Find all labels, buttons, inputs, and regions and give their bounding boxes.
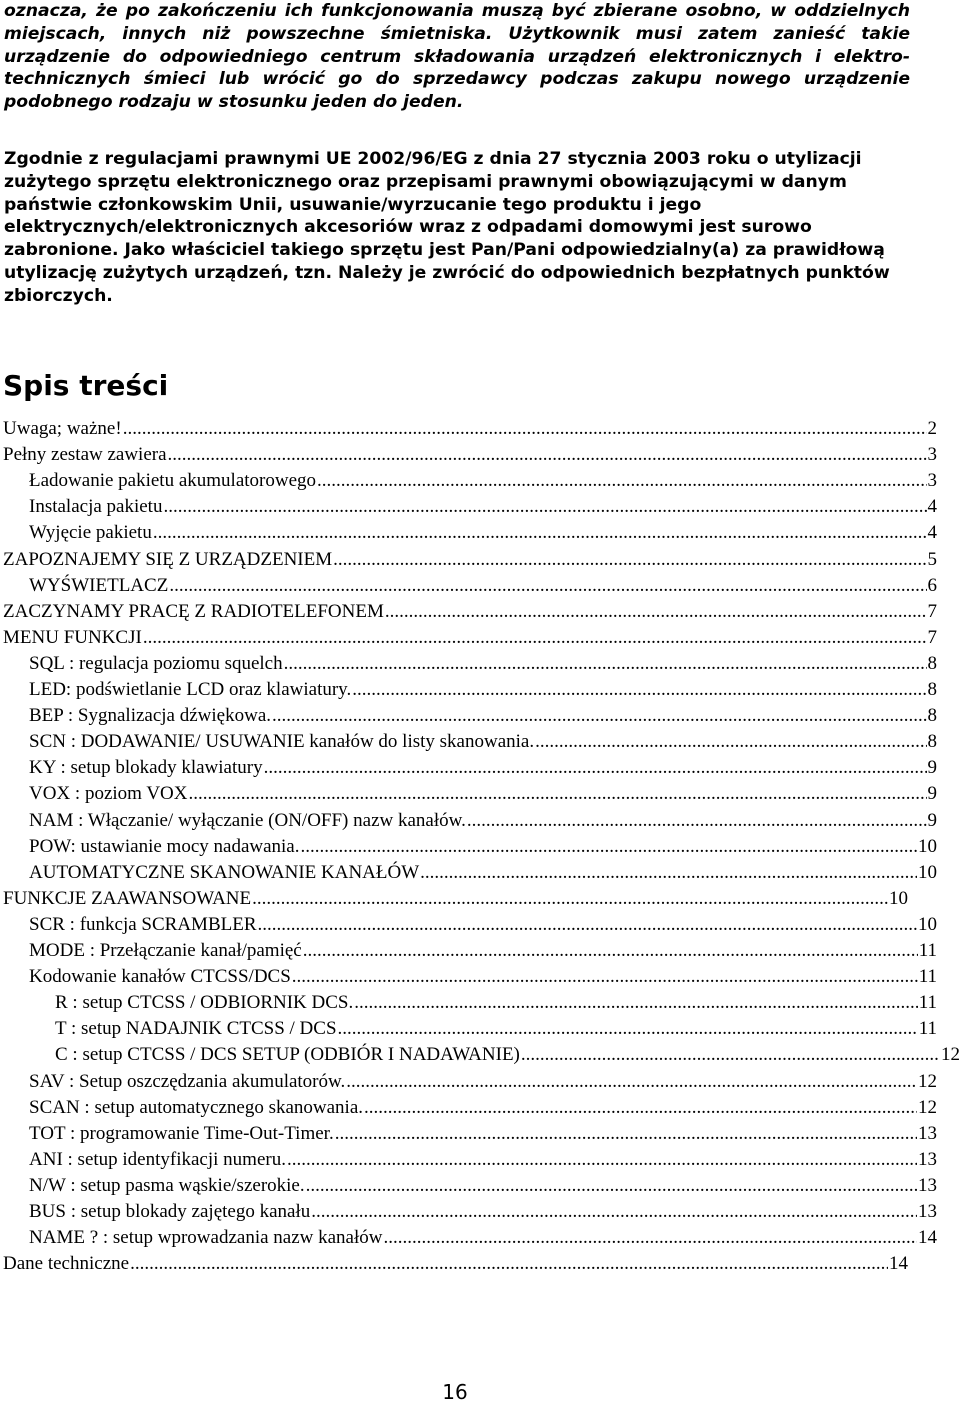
toc-entry-title: BUS : setup blokady zajętego kanału — [29, 1201, 311, 1222]
toc-entry[interactable] — [29, 1147, 937, 1173]
toc-entry-page: 3 — [927, 470, 937, 492]
toc-entry-page: 2 — [927, 418, 937, 439]
toc-leader-dots — [130, 1251, 888, 1277]
toc-entry-page: 8 — [927, 705, 937, 727]
toc-entry-page: 10 — [889, 887, 908, 909]
toc-leader-dots — [364, 1095, 917, 1121]
toc-entry-title: MENU FUNKCJI — [3, 626, 142, 648]
toc-entry-title: SAV : Setup oszczędzania akumulatorów. — [29, 1070, 346, 1092]
toc-leader-dots — [420, 860, 917, 886]
toc-leader-dots — [303, 938, 918, 964]
toc-leader-dots — [385, 599, 927, 625]
toc-entry-title: FUNKCJE ZAAWANSOWANE — [3, 887, 252, 909]
toc-leader-dots — [333, 547, 926, 573]
toc-entry-title: VOX : poziom VOX — [29, 783, 188, 805]
toc-entry-title: TOT : programowanie Time-Out-Timer. — [29, 1122, 334, 1144]
toc-entry[interactable] — [29, 729, 937, 755]
disposal-paragraph: oznacza, że po zakończeniu ich funkcjonowania muszą być zbierane osobno, w oddzielnych miejscach, innych niż powszechne śmietniska. Użytkownik musi zatem zanieść takie urządzenie do odpowiedniego centrum składowania urządzeń elektronicznych i elektro-technicznych śmieci lub wrócić go do sprzedawcy podczas zakupu nowego urządzenie podobnego rodzaju w stosunku jeden do jeden. — [4, 1, 910, 113]
toc-entry-page: 12 — [918, 1096, 937, 1118]
toc-entry-title: WYŚWIETLACZ — [29, 574, 169, 596]
toc-entry-title: Dane techniczne — [3, 1253, 130, 1275]
toc-leader-dots — [169, 573, 926, 599]
toc-leader-dots — [163, 494, 926, 520]
toc-entry[interactable] — [29, 808, 937, 834]
toc-leader-dots — [189, 781, 927, 807]
toc-entry-page: 11 — [918, 992, 937, 1014]
toc-entry-page: 11 — [918, 1018, 937, 1040]
toc-entry[interactable] — [29, 520, 937, 546]
toc-entry[interactable] — [3, 1251, 908, 1277]
toc-entry-title: ANI : setup identyfikacji numeru. — [29, 1148, 286, 1170]
toc-entry[interactable] — [29, 860, 937, 886]
toc-entry-page: 10 — [918, 861, 937, 883]
toc-leader-dots — [264, 755, 927, 781]
eu-regulation-paragraph: Zgodnie z regulacjami prawnymi UE 2002/96/EG z dnia 27 stycznia 2003 roku o utylizacji zużytego sprzętu elektronicznego oraz przepisami prawnymi obowiązującymi w danym państwie członkowskim Unii, usuwanie/wyrzucanie tego produktu i jego elektrycznych/elektronicznych akcesoriów wraz z odpadami domowymi jest surowo zabronione. Jako właściciel takiego sprzętu jest Pan/Pani odpowiedzialny(a) za prawidłową utylizację zużytych urządzeń, tzn. Należy je zwrócić do odpowiednich bezpłatnych punktów zbiorczych. — [4, 149, 890, 306]
toc-entry[interactable] — [29, 468, 937, 494]
toc-entry[interactable] — [29, 781, 937, 807]
toc-entry-title: LED: podświetlanie LCD oraz klawiatury. — [29, 679, 352, 700]
toc-entry-page: 8 — [927, 652, 937, 674]
toc-entry-page: 13 — [918, 1122, 937, 1144]
toc-entry[interactable] — [29, 1121, 937, 1147]
toc-entry-title: Pełny zestaw zawiera — [3, 444, 167, 466]
page-number: 16 — [442, 1380, 468, 1404]
toc-entry[interactable] — [29, 651, 937, 677]
toc-entry-page: 13 — [918, 1148, 937, 1170]
toc-entry[interactable] — [29, 1199, 937, 1225]
toc-entry-page: 4 — [927, 522, 937, 544]
toc-leader-dots — [521, 1042, 940, 1068]
toc-entry-title: Ładowanie pakietu akumulatorowego — [29, 470, 317, 492]
toc-entry[interactable] — [3, 416, 937, 442]
toc-entry-title: Instalacja pakietu — [29, 496, 163, 518]
toc-leader-dots — [317, 468, 926, 494]
toc-entry-page: 7 — [927, 626, 937, 648]
toc-entry[interactable] — [29, 677, 937, 703]
toc-entry[interactable] — [29, 834, 937, 860]
toc-entry-page: 3 — [927, 444, 937, 466]
toc-entry[interactable] — [29, 1095, 937, 1121]
toc-entry-page: 8 — [927, 679, 937, 700]
toc-entry-page: 4 — [927, 496, 937, 518]
toc-entry-title: ZAPOZNAJEMY SIĘ Z URZĄDZENIEM — [3, 548, 333, 570]
toc-entry-page: 7 — [927, 600, 937, 622]
toc-entry-title: N/W : setup pasma wąskie/szerokie. — [29, 1174, 305, 1196]
toc-leader-dots — [292, 964, 918, 990]
toc-leader-dots — [306, 1173, 917, 1199]
toc-entry[interactable] — [29, 703, 937, 729]
toc-entry[interactable] — [55, 990, 937, 1016]
toc-entry-title: SQL : regulacja poziomu squelch — [29, 652, 283, 674]
toc-leader-dots — [338, 1016, 918, 1042]
toc-entry-page: 6 — [927, 574, 937, 596]
toc-entry-title: R : setup CTCSS / ODBIORNIK DCS. — [55, 992, 354, 1014]
toc-heading: Spis treści — [3, 369, 169, 402]
toc-entry-title: C : setup CTCSS / DCS SETUP (ODBIÓR I NADAWANIE) — [55, 1044, 520, 1066]
toc-entry[interactable] — [3, 886, 908, 912]
toc-entry[interactable] — [55, 1042, 960, 1068]
toc-entry-title: AUTOMATYCZNE SKANOWANIE KANAŁÓW — [29, 861, 420, 883]
toc-entry[interactable] — [29, 964, 937, 990]
toc-entry-title: NAME ? : setup wprowadzania nazw kanałów — [29, 1227, 383, 1249]
toc-entry-page: 9 — [927, 757, 937, 779]
toc-leader-dots — [143, 625, 927, 651]
toc-entry-title: SCN : DODAWANIE/ USUWANIE kanałów do listy skanowania. — [29, 731, 535, 753]
toc-leader-dots — [284, 651, 927, 677]
toc-entry-title: Wyjęcie pakietu — [29, 522, 152, 544]
toc-leader-dots — [384, 1225, 918, 1251]
toc-entry-page: 9 — [927, 783, 937, 805]
toc-entry[interactable] — [29, 938, 937, 964]
toc-leader-dots — [346, 1069, 917, 1095]
toc-leader-dots — [311, 1199, 917, 1225]
toc-leader-dots — [272, 703, 926, 729]
toc-entry[interactable] — [29, 1225, 937, 1251]
toc-entry[interactable] — [3, 547, 937, 573]
toc-leader-dots — [535, 729, 926, 755]
toc-entry-title: SCAN : setup automatycznego skanowania. — [29, 1096, 364, 1118]
toc-entry-page: 12 — [941, 1044, 960, 1066]
toc-entry[interactable] — [3, 625, 937, 651]
toc-entry-page: 8 — [927, 731, 937, 753]
toc-leader-dots — [123, 416, 927, 442]
toc-entry[interactable] — [55, 1016, 937, 1042]
toc-entry-page: 12 — [918, 1070, 937, 1092]
toc-entry[interactable] — [29, 755, 937, 781]
toc-entry-title: Kodowanie kanałów CTCSS/DCS — [29, 966, 291, 988]
toc-entry-page: 9 — [927, 809, 937, 831]
toc-entry[interactable] — [29, 1173, 937, 1199]
toc-entry-page: 14 — [918, 1227, 937, 1249]
toc-leader-dots — [287, 1147, 917, 1173]
toc-leader-dots — [352, 677, 926, 703]
toc-entry-page: 14 — [889, 1253, 908, 1275]
toc-leader-dots — [153, 520, 927, 546]
toc-leader-dots — [335, 1121, 917, 1147]
toc-entry[interactable] — [29, 912, 937, 938]
toc-entry[interactable] — [3, 442, 937, 468]
toc-entry-page: 13 — [918, 1201, 937, 1222]
toc-entry-title: POW: ustawianie mocy nadawania. — [29, 835, 300, 857]
toc-entry-page: 10 — [918, 913, 937, 935]
toc-entry[interactable] — [3, 599, 937, 625]
toc-entry-title: T : setup NADAJNIK CTCSS / DCS — [55, 1018, 337, 1040]
toc-leader-dots — [301, 834, 918, 860]
toc-entry-page: 11 — [918, 966, 937, 988]
toc-entry-title: BEP : Sygnalizacja dźwiękowa. — [29, 705, 272, 727]
toc-entry-title: Uwaga; ważne! — [3, 418, 122, 439]
toc-entry-title: NAM : Włączanie/ wyłączanie (ON/OFF) nazw kanałów. — [29, 809, 466, 831]
toc-leader-dots — [354, 990, 917, 1016]
toc-entry-title: ZACZYNAMY PRACĘ Z RADIOTELEFONEM — [3, 600, 384, 622]
toc-entry[interactable] — [29, 1069, 937, 1095]
toc-entry[interactable] — [29, 573, 937, 599]
toc-entry-title: SCR : funkcja SCRAMBLER — [29, 913, 257, 935]
toc-entry-title: MODE : Przełączanie kanał/pamięć — [29, 940, 302, 961]
toc-leader-dots — [252, 886, 888, 912]
toc-entry-page: 5 — [927, 548, 937, 570]
toc-entry-page: 13 — [918, 1174, 937, 1196]
toc-entry-page: 11 — [918, 940, 937, 961]
toc-leader-dots — [168, 442, 927, 468]
toc-leader-dots — [258, 912, 918, 938]
toc-entry[interactable] — [29, 494, 937, 520]
toc-entry-title: KY : setup blokady klawiatury — [29, 757, 263, 779]
toc-entry-page: 10 — [918, 835, 937, 857]
toc-leader-dots — [467, 808, 927, 834]
